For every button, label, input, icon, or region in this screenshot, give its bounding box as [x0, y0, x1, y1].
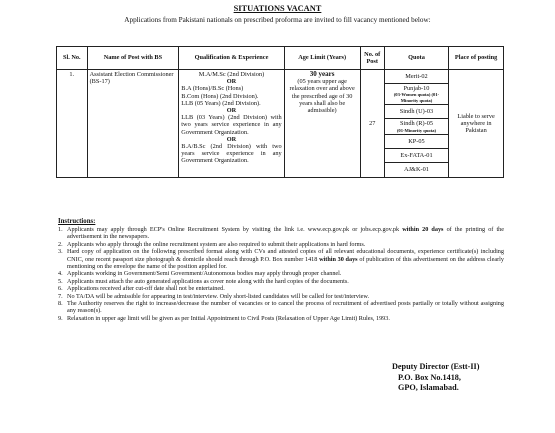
cell-post-name: Assistant Election Commissioner (BS-17) [87, 70, 179, 178]
instruction-tail: of the printing of the advertisement in the newspapers. [67, 226, 505, 241]
qual-or: OR [226, 135, 237, 143]
instruction-number: 7. [58, 292, 63, 300]
age-main: 30 years [309, 70, 335, 78]
vacancy-table [56, 46, 504, 178]
instruction-item [58, 270, 504, 277]
instructions-list [58, 226, 504, 322]
header-sl-no: Sl. No. [57, 47, 88, 70]
instruction-emphasis: within 20 days [402, 226, 444, 233]
table-row [57, 70, 504, 178]
instruction-text: Applicants may apply through ECP's Online Recruitment System by visiting the link i.e. www.ecp.gov.pk or jobs.ecp.gov.pk [67, 226, 400, 233]
signature-pobox: P.O. Box No.1418, [398, 372, 461, 382]
header-age-limit: Age Limit (Years) [284, 47, 360, 70]
instruction-number: 4. [58, 270, 63, 278]
instruction-number: 9. [58, 314, 63, 322]
instruction-emphasis: within 30 days [319, 255, 358, 263]
quota-item [385, 84, 448, 105]
page-title: SITUATIONS VACANT [233, 4, 322, 13]
qual-or: OR [226, 78, 237, 86]
instruction-item [58, 293, 504, 300]
qual-line: B.Com (Hons) (2nd Division). [181, 92, 259, 100]
instruction-item [58, 226, 504, 241]
header-qualification: Qualification & Experience [179, 47, 284, 70]
quota-label: AJ&K-01 [404, 166, 429, 174]
instruction-number: 6. [58, 285, 63, 293]
cell-age-limit [284, 70, 360, 178]
quota-label: Punjab-10 [403, 85, 430, 93]
signature-city: GPO, Islamabad. [398, 383, 459, 392]
quota-item [385, 105, 448, 119]
cell-no-of-post: 27 [360, 70, 384, 178]
instruction-number: 2. [58, 240, 63, 248]
instructions-title: Instructions: [58, 218, 96, 225]
qual-line: LLB (05 Years) (2nd Division). [181, 99, 261, 107]
instruction-text: The Authority reserves the right to increase/decrease the number of vacancies or to cancel the process of recruitment of advertised posts partially or totally without assigning any reason(s). [67, 300, 504, 315]
quota-note: (03-Women quota) (01- Minority quota) [393, 92, 440, 103]
instruction-text: Relaxation in upper age limit will be given as per Initial Appointment to Civil Posts (Relaxation of Upper Age Limit) Rules, 1993. [67, 314, 390, 322]
instruction-item [58, 241, 504, 248]
instruction-number: 1. [58, 226, 63, 233]
quota-item [385, 135, 448, 149]
instruction-number: 3. [58, 248, 63, 256]
instruction-text: Applications received after cut-off date shall not be entertained. [67, 285, 225, 293]
header-post-name: Name of Post with BS [87, 47, 179, 70]
instruction-number: 5. [58, 277, 63, 285]
quota-label: Sindh (U)-03 [399, 108, 434, 116]
signature-designation: Deputy Director (Estt-II) [392, 362, 480, 371]
qual-line: M.A/M.Sc (2nd Division) [198, 71, 265, 78]
header-no-of-post: No. of Post [360, 47, 384, 70]
instruction-item [58, 278, 504, 285]
instruction-item [58, 300, 504, 315]
header-place-of-posting: Place of posting [449, 47, 504, 70]
qual-or: OR [226, 107, 237, 115]
quota-item [385, 70, 448, 84]
qual-line: B.A (Hons)/B.Sc (Hons) [181, 85, 244, 93]
quota-label: Merit-02 [405, 73, 428, 80]
instruction-text: Applicants working in Government/Semi Government/Autonomous bodies may apply through proper channel. [67, 270, 342, 278]
instruction-tail: of publication of this advertisement on the address clearly mentioning on the envelope the name of the position applied for. [67, 255, 504, 271]
quota-label: Sindh (R)-05 [399, 120, 433, 128]
qual-line: B.A/B.Sc (2nd Division) with two years service experience in any Government Organization. [181, 143, 282, 165]
instruction-text: Hard copy of application on the following prescribed format along with CVs and attested copies of all relevant educational documents, experience certificate(s) including CNIC, one recent passport size photograph & domicile should reach through P.O. Box number 1418 [67, 248, 504, 263]
quota-item [385, 119, 448, 135]
instruction-item [58, 315, 504, 322]
cell-quota [384, 70, 448, 178]
page-subtitle: Applications from Pakistani nationals on prescribed proforma are invited to fill vacancy mentioned below: [124, 16, 431, 24]
signature-block [392, 362, 479, 394]
header-quota: Quota [384, 47, 448, 70]
cell-place-of-posting: Liable to serve anywhere in Pakistan [449, 70, 504, 178]
instruction-item [58, 285, 504, 292]
quota-item [385, 149, 448, 163]
quota-label: KP-05 [408, 138, 425, 146]
cell-sl-no: 1. [57, 70, 88, 178]
table-header-row [57, 47, 504, 70]
cell-qualification [179, 70, 284, 178]
instruction-item [58, 248, 504, 270]
qual-line: LLB (03 Years) (2nd Division) with two years service experience in any Government Organization. [181, 114, 282, 136]
quota-label: Ex-FATA-01 [400, 152, 433, 160]
instruction-text: No TA/DA will be admissible for appearing in test/interview. Only short-listed candidates will be called for test/interview. [67, 292, 370, 300]
instruction-number: 8. [58, 300, 63, 308]
quota-note: (01-Minority quota) [396, 127, 437, 133]
quota-item [385, 163, 448, 176]
instruction-text: Applicants who apply through the online recruitment system are also required to submit their applications in hard forms. [67, 240, 366, 248]
instruction-text: Applicants must attach the auto generated applications as cover note along with the hard copies of the documents. [67, 277, 349, 285]
age-detail: (05 years upper age relaxation over and above the prescribed age of 30 years shall also be admissible) [289, 78, 355, 115]
